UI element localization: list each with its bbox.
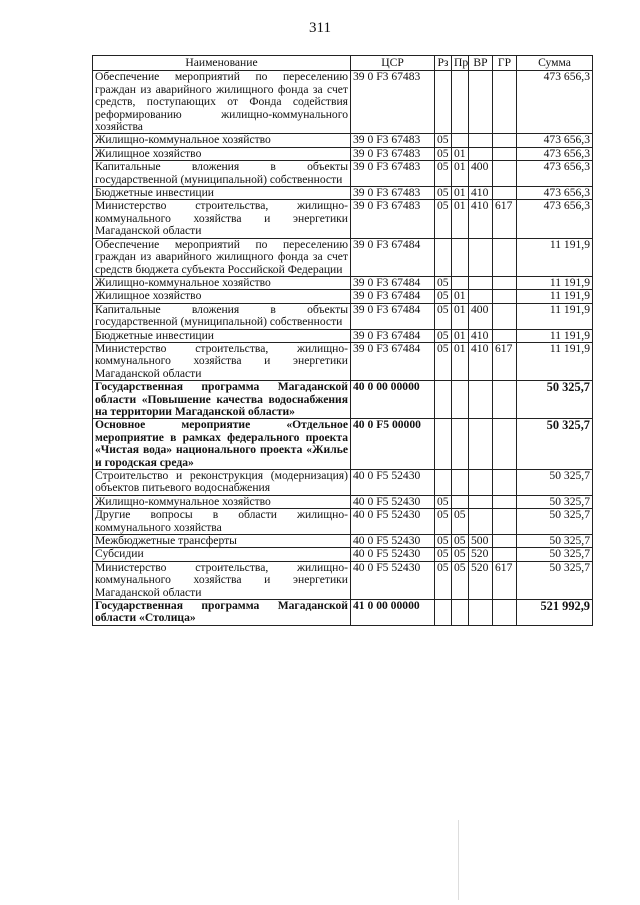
table-row <box>93 147 593 160</box>
row-rz: 05 <box>435 290 452 303</box>
row-sum: 11 191,9 <box>517 329 593 342</box>
row-vr <box>469 134 493 147</box>
budget-table <box>92 55 593 626</box>
row-csr: 40 0 F5 52430 <box>351 495 435 508</box>
row-rz: 05 <box>435 329 452 342</box>
row-name: Государственная программа Магаданской области «Повышение качества водоснабжения на территории Магаданской области» <box>93 381 351 419</box>
row-rz <box>435 381 452 419</box>
table-row <box>93 187 593 200</box>
table-row <box>93 342 593 380</box>
row-gr <box>493 303 517 329</box>
row-rz <box>435 419 452 470</box>
header-pr: Пр <box>452 56 469 71</box>
row-pr: 05 <box>452 548 469 561</box>
row-rz: 05 <box>435 495 452 508</box>
table-row <box>93 290 593 303</box>
row-vr: 500 <box>469 535 493 548</box>
row-name: Бюджетные инвестиции <box>93 329 351 342</box>
row-gr <box>493 187 517 200</box>
row-rz <box>435 71 452 134</box>
row-pr: 05 <box>452 535 469 548</box>
table-row <box>93 495 593 508</box>
row-csr: 39 0 F3 67483 <box>351 161 435 187</box>
row-sum: 473 656,3 <box>517 187 593 200</box>
row-gr <box>493 329 517 342</box>
row-sum: 473 656,3 <box>517 147 593 160</box>
row-gr <box>493 509 517 535</box>
row-rz <box>435 470 452 496</box>
row-rz: 05 <box>435 342 452 380</box>
row-rz: 05 <box>435 134 452 147</box>
table-header-row <box>93 56 593 71</box>
row-gr <box>493 290 517 303</box>
row-csr: 40 0 00 00000 <box>351 381 435 419</box>
row-csr: 39 0 F3 67484 <box>351 276 435 289</box>
row-pr: 01 <box>452 200 469 238</box>
row-vr: 410 <box>469 200 493 238</box>
row-csr: 40 0 F5 52430 <box>351 509 435 535</box>
row-pr <box>452 470 469 496</box>
row-csr: 39 0 F3 67483 <box>351 71 435 134</box>
row-name: Основное мероприятие «Отдельное мероприятие в рамках федерального проекта «Чистая вода» национального проекта «Жилье и городская среда» <box>93 419 351 470</box>
row-pr: 01 <box>452 161 469 187</box>
header-gr: ГР <box>493 56 517 71</box>
row-csr: 39 0 F3 67483 <box>351 187 435 200</box>
header-rz: Рз <box>435 56 452 71</box>
row-vr <box>469 147 493 160</box>
row-gr: 617 <box>493 342 517 380</box>
row-gr <box>493 600 517 626</box>
row-name: Жилищно-коммунальное хозяйство <box>93 495 351 508</box>
table-row <box>93 200 593 238</box>
row-vr <box>469 600 493 626</box>
header-sum: Сумма <box>517 56 593 71</box>
row-pr <box>452 600 469 626</box>
table-body <box>93 71 593 625</box>
row-pr <box>452 495 469 508</box>
table-row <box>93 71 593 134</box>
row-vr <box>469 509 493 535</box>
row-name: Строительство и реконструкция (модернизация) объектов питьевого водоснабжения <box>93 470 351 496</box>
row-name: Министерство строительства, жилищно-коммунального хозяйства и энергетики Магаданской области <box>93 561 351 599</box>
table-row <box>93 276 593 289</box>
row-rz: 05 <box>435 535 452 548</box>
row-gr <box>493 419 517 470</box>
row-gr: 617 <box>493 561 517 599</box>
table-row <box>93 561 593 599</box>
row-csr: 39 0 F3 67484 <box>351 238 435 276</box>
row-sum: 473 656,3 <box>517 71 593 134</box>
header-name: Наименование <box>93 56 351 71</box>
row-pr <box>452 71 469 134</box>
row-sum: 50 325,7 <box>517 535 593 548</box>
row-gr <box>493 470 517 496</box>
row-name: Жилищное хозяйство <box>93 147 351 160</box>
row-gr <box>493 71 517 134</box>
row-sum: 11 191,9 <box>517 290 593 303</box>
row-sum: 11 191,9 <box>517 238 593 276</box>
row-gr <box>493 147 517 160</box>
row-csr: 39 0 F3 67483 <box>351 134 435 147</box>
row-rz: 05 <box>435 147 452 160</box>
row-gr: 617 <box>493 200 517 238</box>
table-row <box>93 600 593 626</box>
row-vr: 410 <box>469 329 493 342</box>
row-pr: 01 <box>452 329 469 342</box>
table-row <box>93 535 593 548</box>
row-name: Бюджетные инвестиции <box>93 187 351 200</box>
row-csr: 39 0 F3 67484 <box>351 290 435 303</box>
row-sum: 50 325,7 <box>517 419 593 470</box>
row-vr <box>469 238 493 276</box>
header-vr: ВР <box>469 56 493 71</box>
row-sum: 50 325,7 <box>517 381 593 419</box>
row-name: Другие вопросы в области жилищно-коммунального хозяйства <box>93 509 351 535</box>
row-name: Капитальные вложения в объекты государственной (муниципальной) собственности <box>93 303 351 329</box>
row-csr: 40 0 F5 00000 <box>351 419 435 470</box>
row-name: Субсидии <box>93 548 351 561</box>
row-gr <box>493 381 517 419</box>
row-vr <box>469 470 493 496</box>
row-sum: 473 656,3 <box>517 200 593 238</box>
row-name: Государственная программа Магаданской области «Столица» <box>93 600 351 626</box>
row-csr: 41 0 00 00000 <box>351 600 435 626</box>
row-csr: 40 0 F5 52430 <box>351 470 435 496</box>
table-row <box>93 134 593 147</box>
row-pr <box>452 419 469 470</box>
row-gr <box>493 548 517 561</box>
row-gr <box>493 238 517 276</box>
row-rz: 05 <box>435 509 452 535</box>
scan-artifact <box>458 820 459 900</box>
row-gr <box>493 495 517 508</box>
row-csr: 39 0 F3 67483 <box>351 200 435 238</box>
table-row <box>93 329 593 342</box>
row-pr: 01 <box>452 147 469 160</box>
row-gr <box>493 276 517 289</box>
row-vr <box>469 495 493 508</box>
row-vr: 520 <box>469 548 493 561</box>
row-vr <box>469 419 493 470</box>
row-rz: 05 <box>435 561 452 599</box>
row-vr <box>469 381 493 419</box>
row-csr: 40 0 F5 52430 <box>351 548 435 561</box>
row-pr: 05 <box>452 561 469 599</box>
row-sum: 50 325,7 <box>517 548 593 561</box>
row-vr <box>469 276 493 289</box>
row-name: Жилищно-коммунальное хозяйство <box>93 134 351 147</box>
row-sum: 11 191,9 <box>517 276 593 289</box>
row-rz: 05 <box>435 161 452 187</box>
row-name: Обеспечение мероприятий по переселению граждан из аварийного жилищного фонда за счет средств, поступающих от Фонда содействия реформированию жилищно-коммунального хозяйства <box>93 71 351 134</box>
row-pr <box>452 134 469 147</box>
row-rz: 05 <box>435 187 452 200</box>
row-vr: 520 <box>469 561 493 599</box>
row-pr <box>452 276 469 289</box>
row-pr <box>452 381 469 419</box>
row-rz: 05 <box>435 303 452 329</box>
row-gr <box>493 535 517 548</box>
row-vr: 400 <box>469 303 493 329</box>
row-name: Обеспечение мероприятий по переселению граждан из аварийного жилищного фонда за счет средств бюджета субъекта Российской Федерации <box>93 238 351 276</box>
header-csr: ЦСР <box>351 56 435 71</box>
row-sum: 473 656,3 <box>517 134 593 147</box>
row-gr <box>493 134 517 147</box>
row-rz: 05 <box>435 276 452 289</box>
table-row <box>93 548 593 561</box>
row-pr: 01 <box>452 290 469 303</box>
row-pr: 05 <box>452 509 469 535</box>
row-pr: 01 <box>452 342 469 380</box>
page-number: 311 <box>309 20 331 36</box>
row-vr: 410 <box>469 187 493 200</box>
table-row <box>93 419 593 470</box>
row-vr <box>469 290 493 303</box>
row-csr: 39 0 F3 67484 <box>351 329 435 342</box>
row-vr: 410 <box>469 342 493 380</box>
row-sum: 50 325,7 <box>517 495 593 508</box>
row-rz <box>435 238 452 276</box>
table-row <box>93 161 593 187</box>
table-row <box>93 509 593 535</box>
table-row <box>93 470 593 496</box>
row-pr: 01 <box>452 187 469 200</box>
row-rz: 05 <box>435 200 452 238</box>
table-row <box>93 381 593 419</box>
row-vr: 400 <box>469 161 493 187</box>
row-sum: 50 325,7 <box>517 470 593 496</box>
row-csr: 40 0 F5 52430 <box>351 561 435 599</box>
row-sum: 11 191,9 <box>517 342 593 380</box>
row-sum: 50 325,7 <box>517 561 593 599</box>
row-sum: 11 191,9 <box>517 303 593 329</box>
row-name: Межбюджетные трансферты <box>93 535 351 548</box>
row-name: Жилищное хозяйство <box>93 290 351 303</box>
row-csr: 39 0 F3 67484 <box>351 342 435 380</box>
row-rz: 05 <box>435 548 452 561</box>
row-rz <box>435 600 452 626</box>
row-name: Капитальные вложения в объекты государственной (муниципальной) собственности <box>93 161 351 187</box>
row-pr: 01 <box>452 303 469 329</box>
row-sum: 473 656,3 <box>517 161 593 187</box>
row-pr <box>452 238 469 276</box>
table-row <box>93 303 593 329</box>
row-gr <box>493 161 517 187</box>
row-csr: 40 0 F5 52430 <box>351 535 435 548</box>
row-name: Жилищно-коммунальное хозяйство <box>93 276 351 289</box>
row-name: Министерство строительства, жилищно-коммунального хозяйства и энергетики Магаданской области <box>93 342 351 380</box>
row-sum: 50 325,7 <box>517 509 593 535</box>
row-csr: 39 0 F3 67484 <box>351 303 435 329</box>
row-vr <box>469 71 493 134</box>
table-row <box>93 238 593 276</box>
row-sum: 521 992,9 <box>517 600 593 626</box>
row-csr: 39 0 F3 67483 <box>351 147 435 160</box>
row-name: Министерство строительства, жилищно-коммунального хозяйства и энергетики Магаданской области <box>93 200 351 238</box>
